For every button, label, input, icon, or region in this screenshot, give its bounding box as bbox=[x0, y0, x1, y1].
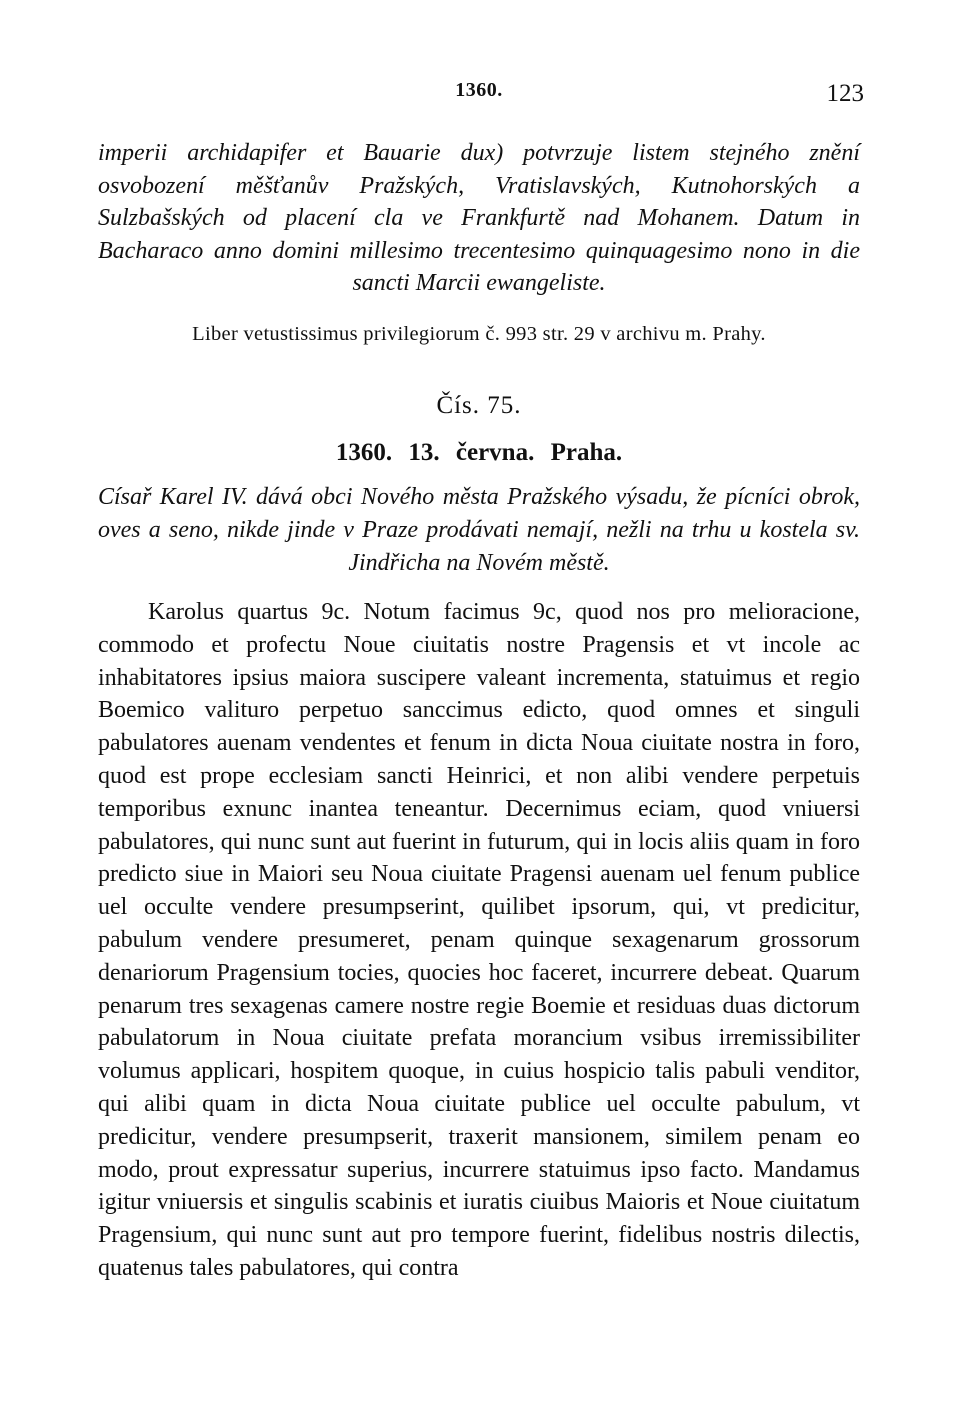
document-date-year: 1360. bbox=[335, 439, 393, 466]
page-number: 123 bbox=[826, 80, 864, 107]
document-summary: Císař Karel IV. dává obci Nového města Pražského výsadu, že pícníci obrok, oves a seno, nikde jinde v Praze prodávati nemají, nežli na trhu u kostela sv. Jindřicha na Novém městě. bbox=[98, 484, 860, 576]
previous-entry-summary: imperii archidapifer et Bauarie dux) potvrzuje listem stejného znění osvobození měšťanův Pražských, Vratislavských, Kutnohorských a Sulzbašských od placení cla ve Frankfurtě nad Mohanem. Datum in Bacharaco anno domini millesimo trecentesimo quinquagesimo nono in die sancti Marcii ewangeliste. bbox=[98, 140, 860, 296]
running-head-year: 1360. bbox=[455, 79, 503, 101]
document-text: Karolus quartus 9c. Notum facimus 9c, quod nos pro melioracione, commodo et profectu Noue ciuitatis nostre Pragensis et vt incole ac inhabitatores ipsius maiora suscipere valeant incrementa, statuimus et regio Boemico valituro perpetuo sanccimus edicto, quod omnes et singuli pabulatores auenam vendentes et fenum in dicta Noua ciuitate nostra in foro, quod est prope ecclesiam sancti Heinrici, et non alibi vendere perpetuis temporibus exnunc inantea teneantur. Decernimus eciam, quod vniuersi pabulatores, qui nunc sunt aut fuerint in futurum, qui in locis aliis quam in foro predicto siue in Maiori seu Noua ciuitate Pragensi auenam uel fenum publice uel occulte vendere presumpserint, quilibet ipsorum, qui, vt predicitur, pabulum vendere presumeret, penam quinque sexagenarum grossorum denariorum Pragensium tocies, quocies hoc faceret, incurrere debeat. Quarum penarum tres sexagenas camere nostre regie Boemie et residuas duas dictorum pabulatorum in Noua ciuitate prefata morancium vsibus irremissibiliter volumus applicari, hospitem quoque, in cuius hospicio talis pabuli venditor, qui alibi quam in dicta Noua ciuitate publice uel occulte pabulum, vt predicitur, vendere presumpserit, traxerit mansionem, similem penam eo modo, prout expressatur superius, incurrere statuimus ipso facto. Mandamus igitur vniuersis et singulis scabinis et iuratis ciuibus Maioris et Noue ciuitatum Pragensium, qui nunc sunt aut pro tempore fuerint, fidelibus nostris dilectis, quatenus tales pabulatores, qui contra bbox=[98, 599, 860, 1281]
document-date bbox=[98, 439, 860, 467]
book-page bbox=[98, 0, 864, 1405]
document-date-place: Praha. bbox=[550, 439, 623, 466]
running-head bbox=[98, 79, 864, 107]
document-number: Čís. 75. bbox=[436, 392, 522, 419]
document-date-month: června. bbox=[455, 439, 535, 466]
document-date-day: 13. bbox=[408, 439, 440, 466]
previous-entry-source: Liber vetustissimus privilegiorum č. 993 str. 29 v archivu m. Prahy. bbox=[192, 323, 766, 345]
